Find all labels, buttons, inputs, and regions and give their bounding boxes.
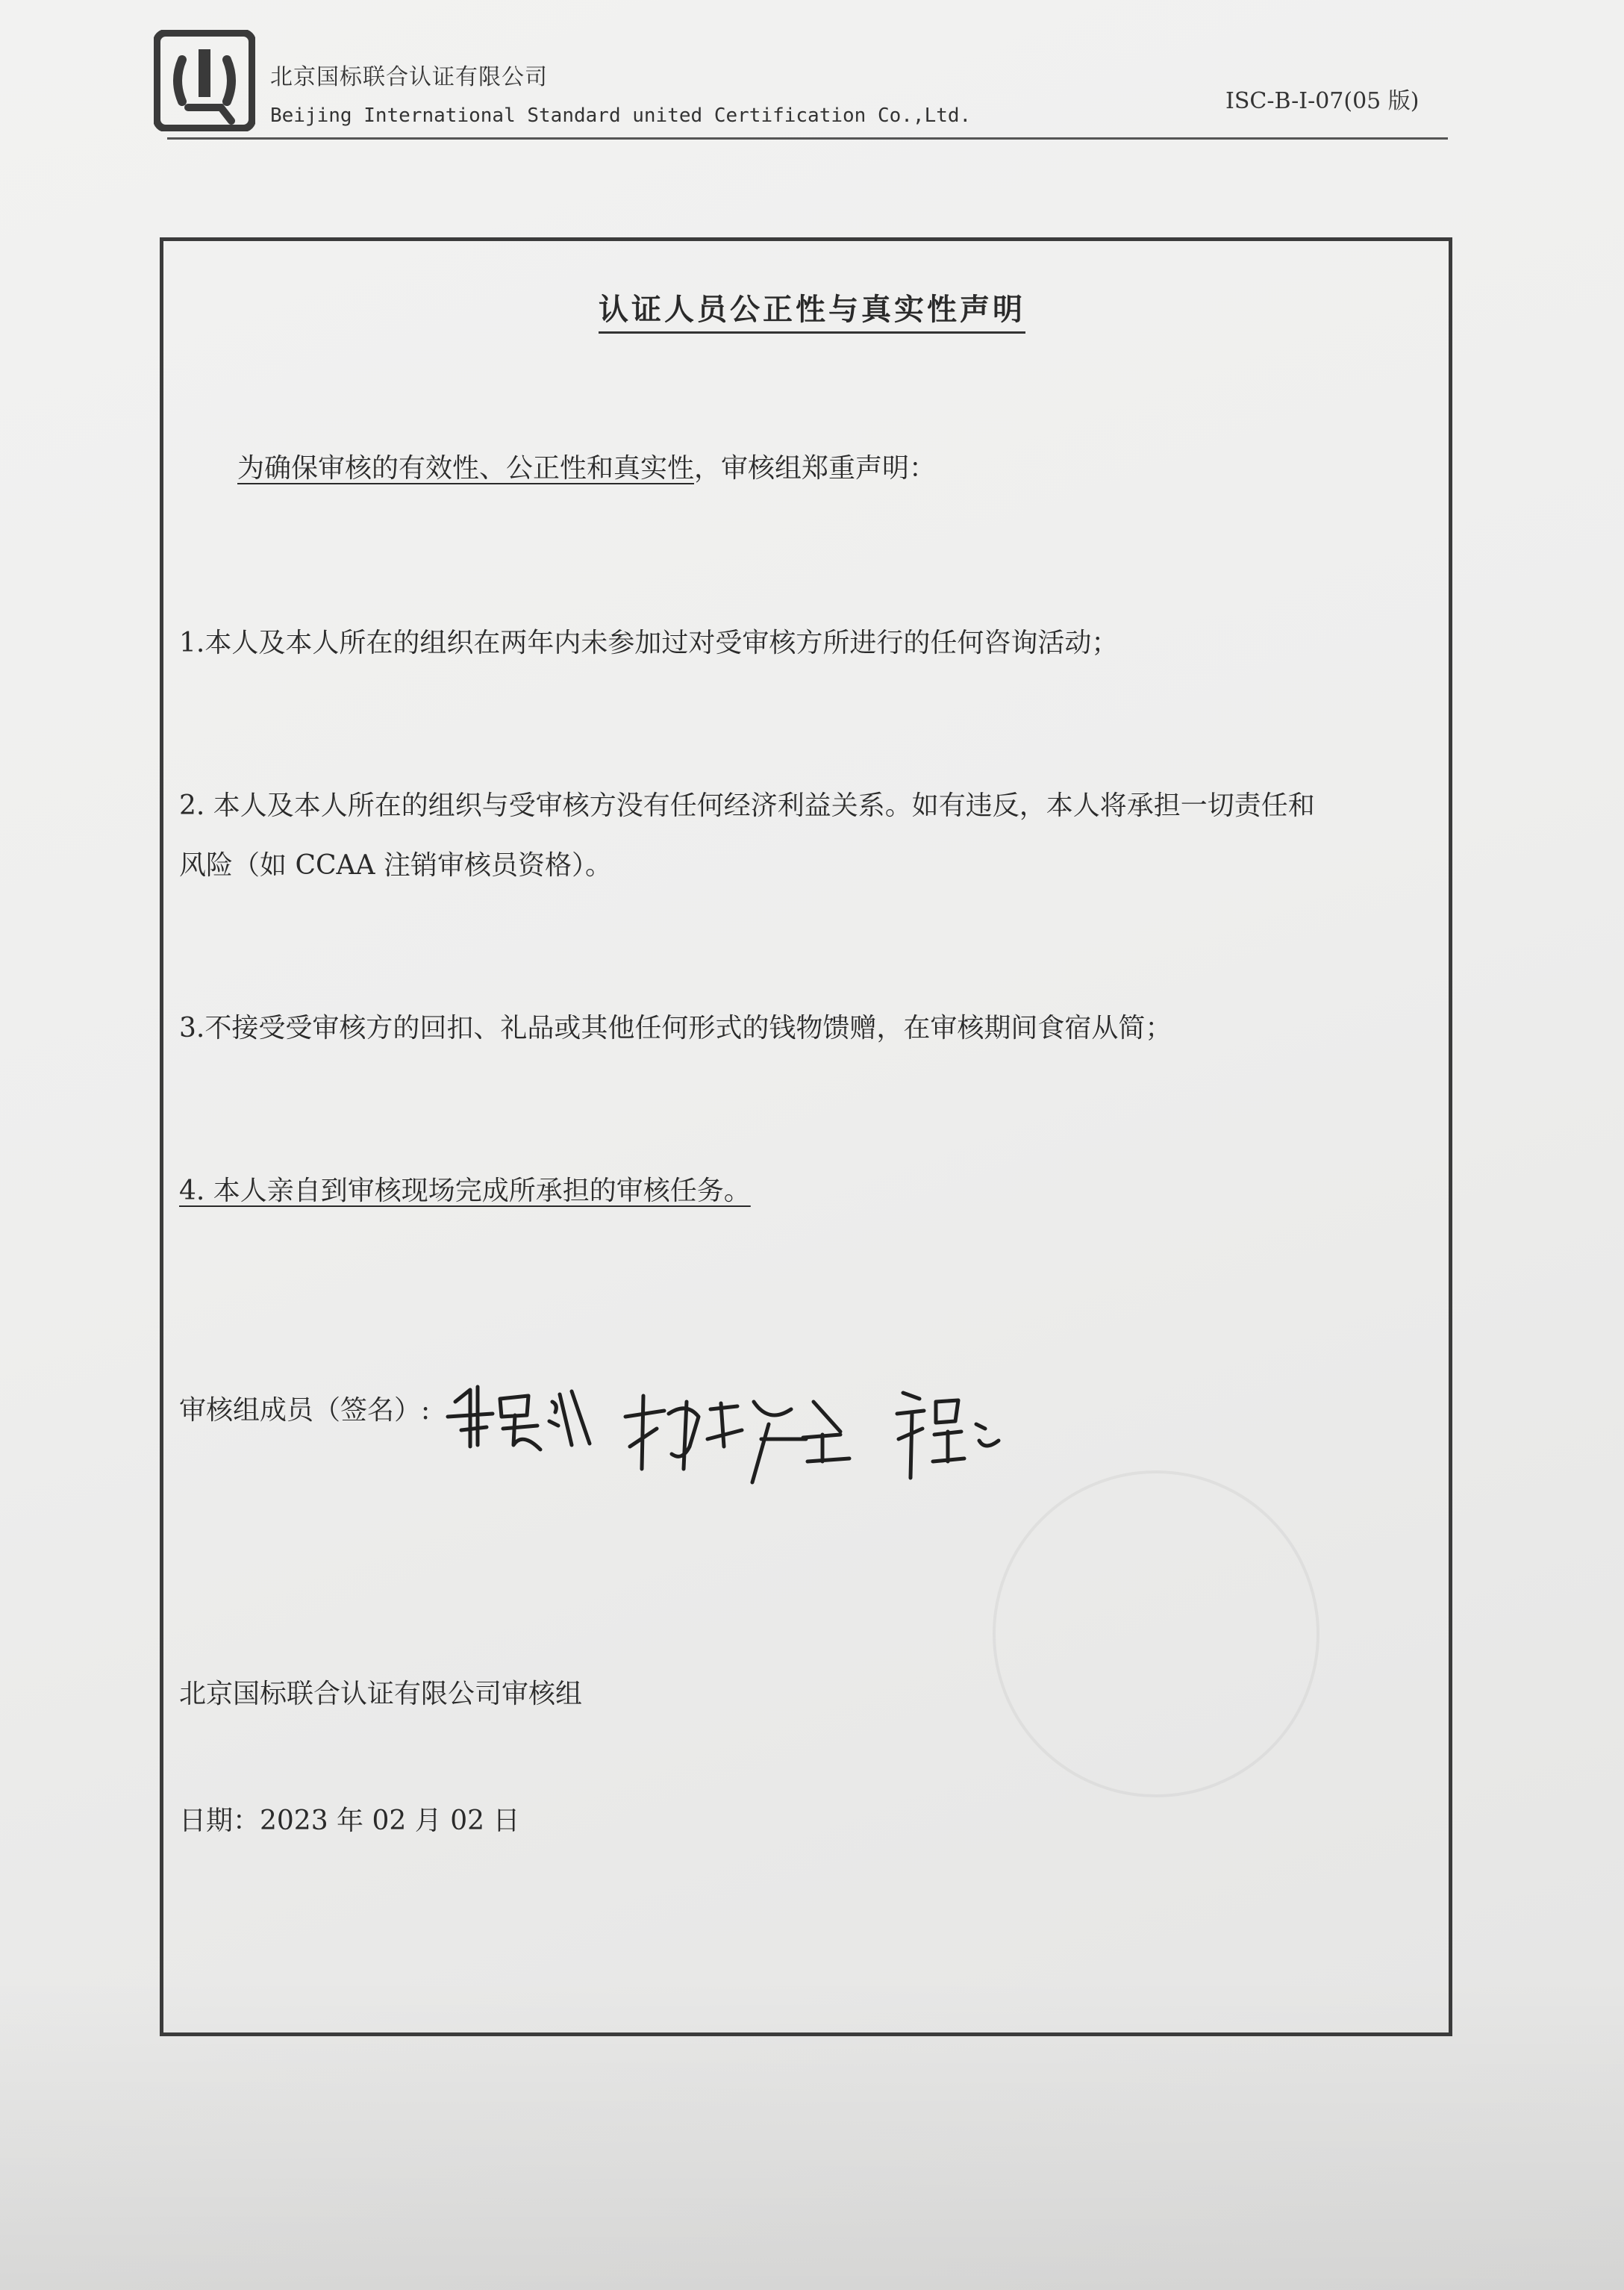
document-title	[0, 286, 1624, 328]
org-name: 北京国标联合认证有限公司审核组	[179, 1679, 583, 1709]
company-logo-icon	[154, 30, 255, 131]
header-divider	[167, 137, 1448, 140]
statement-item-2-line-2: 风险（如 CCAA 注销审核员资格）。	[179, 850, 612, 881]
statement-item-2-line-1: 2. 本人及本人所在的组织与受审核方没有任何经济利益关系。如有违反，本人将承担一切责任和	[179, 790, 1315, 821]
statement-item-1: 1.本人及本人所在的组织在两年内未参加过对受审核方所进行的任何咨询活动；	[179, 628, 1119, 658]
form-code: ISC-B-I-07(05 版)	[1225, 88, 1420, 114]
date-line: 日期：2023 年 02 月 02 日	[179, 1806, 520, 1836]
signature-label: 审核组成员（签名）:	[179, 1395, 431, 1426]
intro-rest: ，审核组郑重声明：	[694, 453, 937, 484]
intro-underlined: 为确保审核的有效性、公正性和真实性	[237, 453, 695, 484]
company-name-cn: 北京国标联合认证有限公司	[270, 64, 548, 90]
statement-item-3: 3.不接受受审核方的回扣、礼品或其他任何形式的钱物馈赠，在审核期间食宿从简；	[179, 1013, 1172, 1043]
statement-item-4: 4. 本人亲自到审核现场完成所承担的审核任务。	[179, 1176, 751, 1206]
document-title-text: 认证人员公正性与真实性声明	[599, 293, 1025, 334]
company-name-en: Beijing International Standard united Certification Co.,Ltd.	[270, 104, 972, 127]
form-border	[160, 237, 1452, 2036]
intro-paragraph	[237, 439, 936, 499]
handwritten-signatures	[440, 1357, 1037, 1491]
faded-seal	[993, 1470, 1320, 1797]
